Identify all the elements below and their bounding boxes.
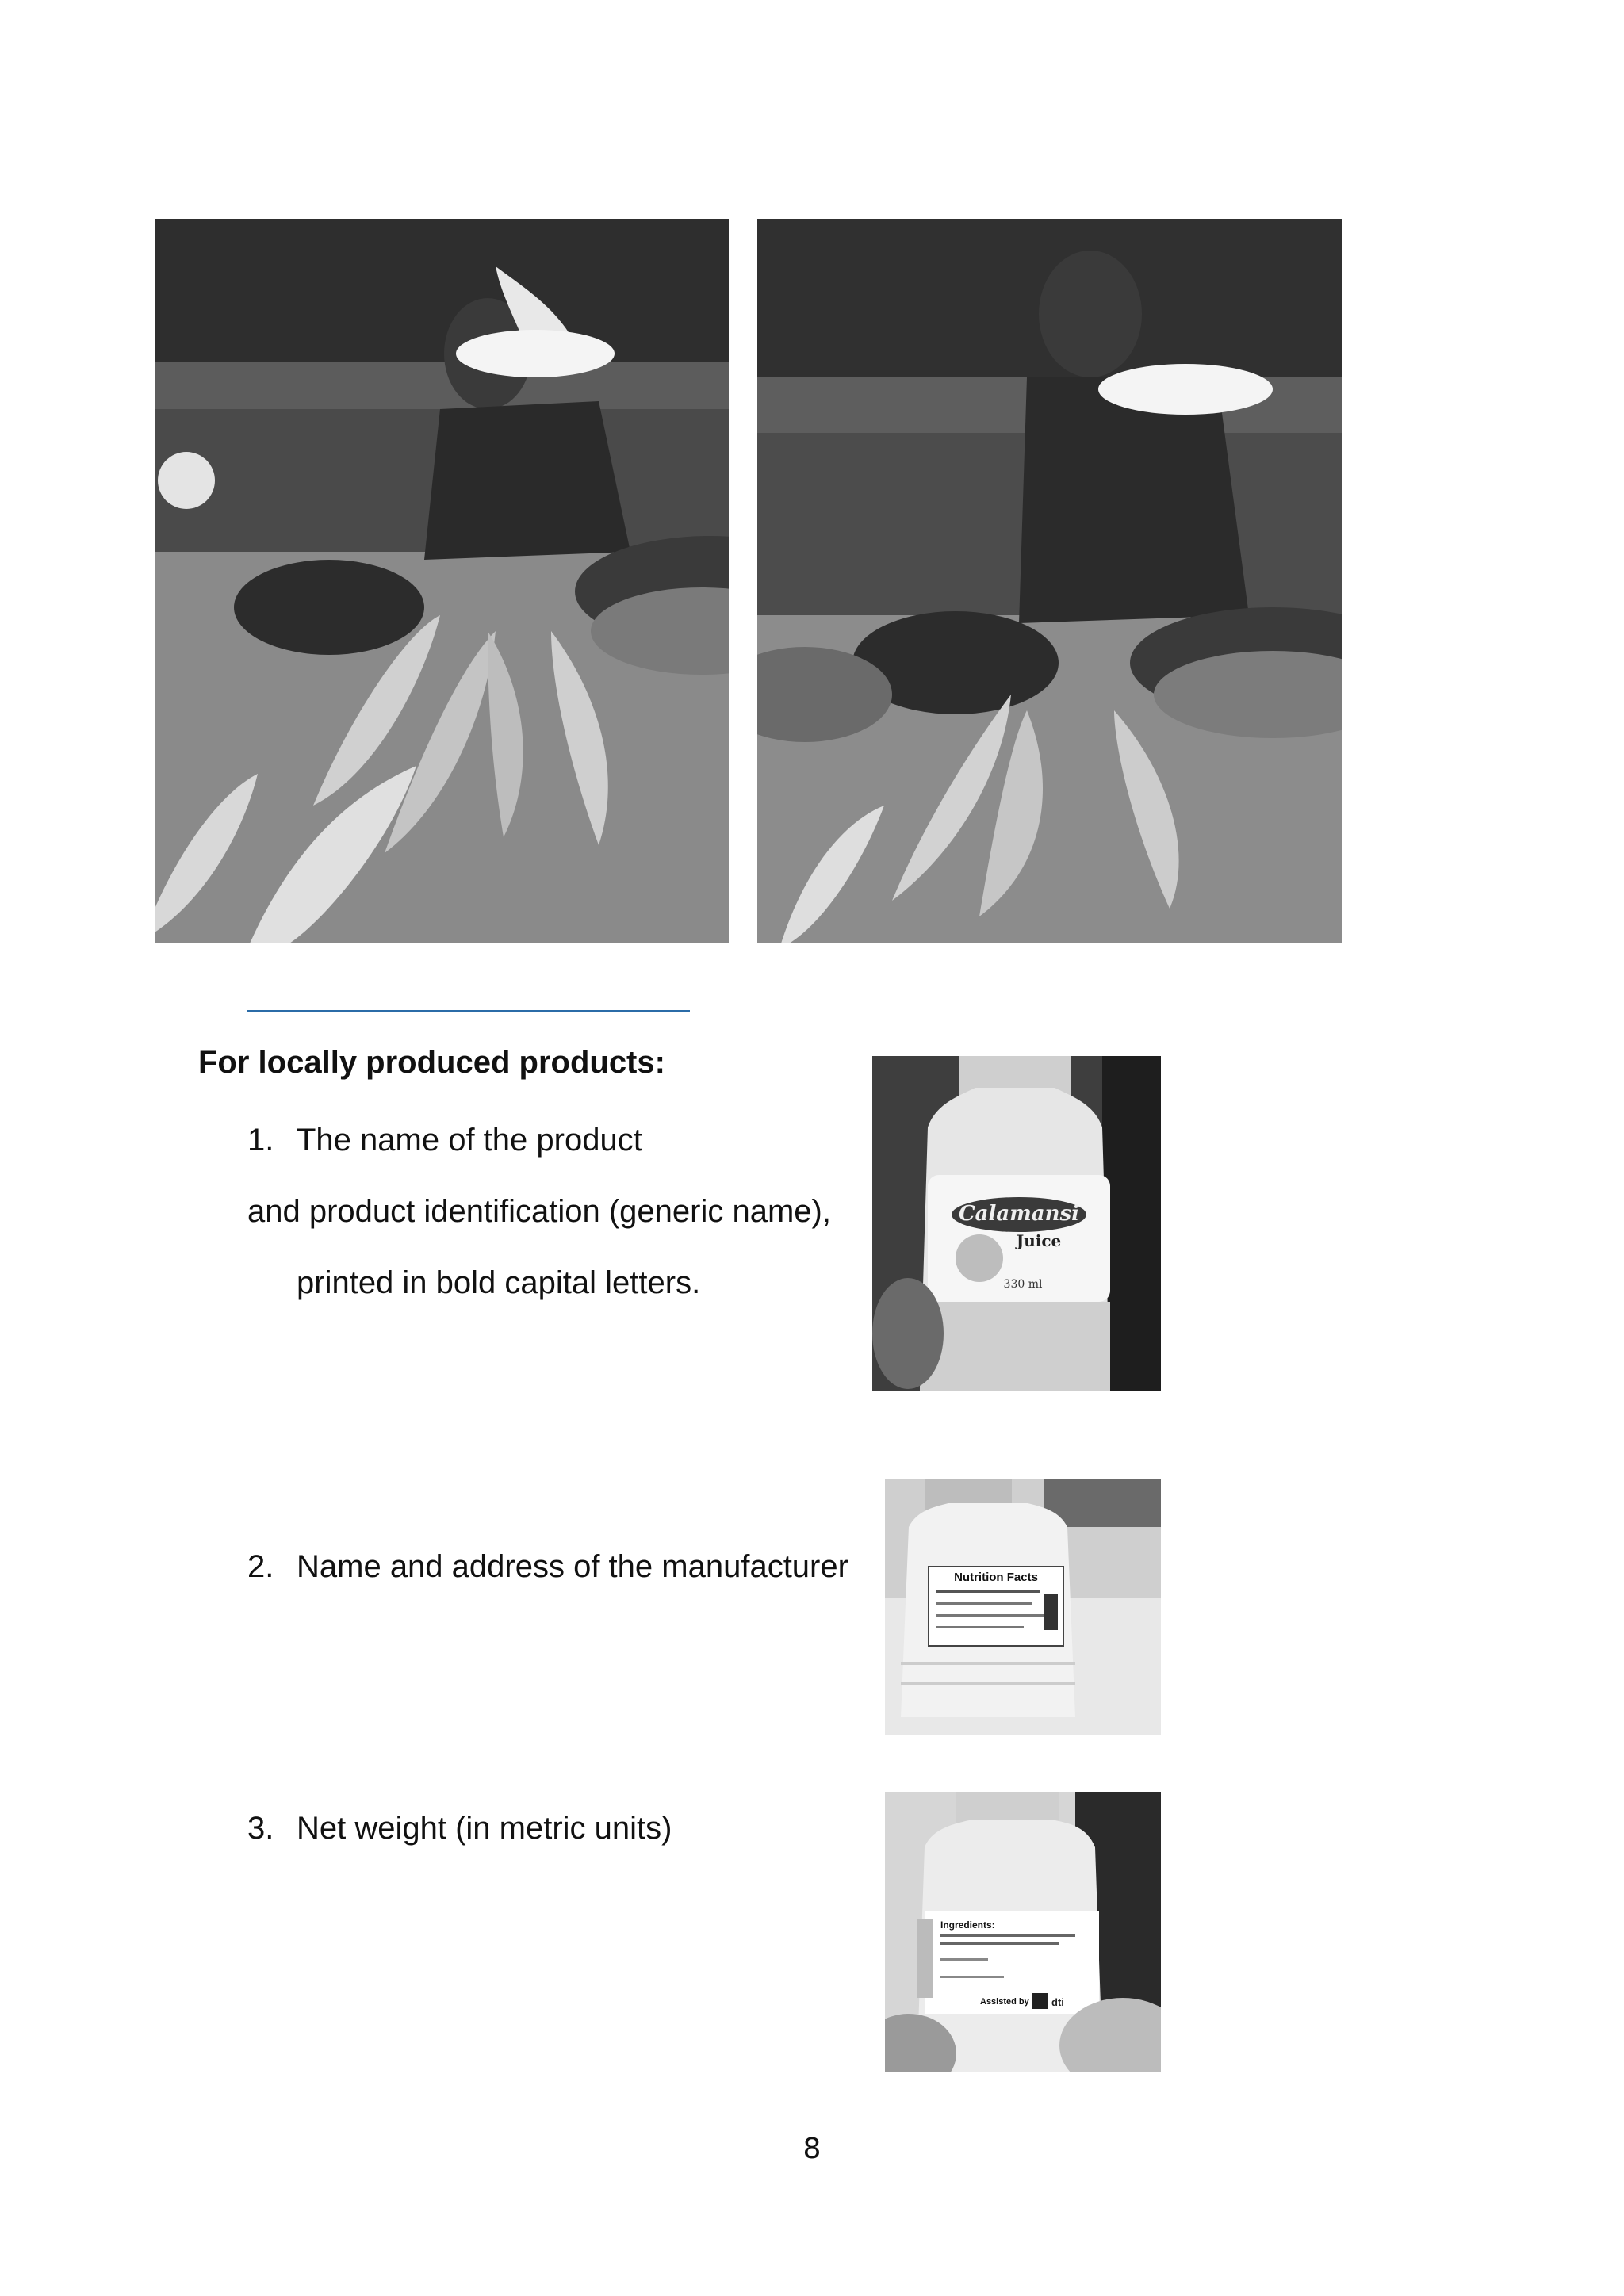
list-item-1 <box>247 1121 642 1159</box>
list-item-text: The name of the product <box>297 1123 642 1158</box>
dti-logo-text: dti <box>1051 1996 1064 2008</box>
bottle-nutrition-facts-photo <box>885 1479 1161 1735</box>
ingredients-header-text: Ingredients: <box>940 1919 995 1931</box>
nutrition-header-text: Nutrition Facts <box>954 1571 1038 1584</box>
section-heading: For locally produced products: <box>198 1045 665 1080</box>
list-item-number: 3. <box>247 1811 274 1846</box>
list-item-2 <box>247 1548 848 1586</box>
list-item-text: Name and address of the manufacturer <box>297 1549 848 1584</box>
bottle-ingredients-photo <box>885 1792 1161 2072</box>
bottle-front-label-photo <box>872 1056 1161 1391</box>
page-number: 8 <box>802 2133 822 2165</box>
list-item-1-continuation: and product identification (generic name), <box>247 1194 831 1229</box>
bottle-volume-text: 330 ml <box>1003 1278 1043 1291</box>
list-item-number: 1. <box>247 1123 274 1158</box>
list-item-text: Net weight (in metric units) <box>297 1811 672 1846</box>
list-item-1-continuation-2: printed in bold capital letters. <box>297 1265 701 1300</box>
list-item-3 <box>247 1809 672 1847</box>
bottle-product-text: Juice <box>1016 1231 1062 1250</box>
list-item-number: 2. <box>247 1549 274 1584</box>
assisted-by-text: Assisted by <box>980 1997 1029 2007</box>
bottle-brand-text: Calamansi <box>958 1202 1080 1226</box>
fish-market-photo-right <box>757 219 1342 943</box>
fish-market-photo-left <box>155 219 729 943</box>
section-divider <box>247 1010 690 1012</box>
